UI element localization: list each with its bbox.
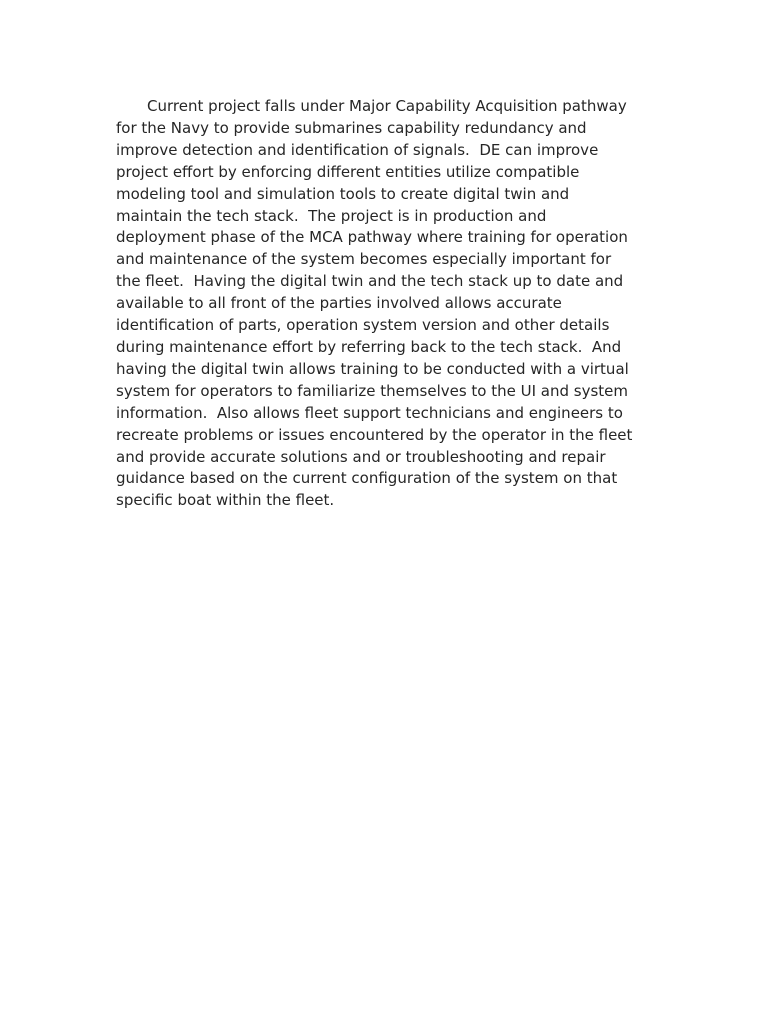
paragraph-line: system for operators to familiarize themselves to the UI and system <box>116 381 629 400</box>
paragraph-line: guidance based on the current configuration of the system on that <box>116 469 618 488</box>
paragraph-line: project effort by enforcing different entities utilize compatible <box>116 162 580 181</box>
paragraph-line: modeling tool and simulation tools to create digital twin and <box>116 184 570 203</box>
paragraph-line: Current project falls under Major Capability Acquisition pathway <box>147 97 627 115</box>
paragraph-line: and maintenance of the system becomes especially important for <box>116 250 612 269</box>
paragraph-line: for the Navy to provide submarines capability redundancy and <box>116 118 587 137</box>
paragraph-line: deployment phase of the MCA pathway where training for operation <box>116 228 628 247</box>
paragraph-line: and provide accurate solutions and or troubleshooting and repair <box>116 447 606 466</box>
paragraph-line: recreate problems or issues encountered by the operator in the fleet <box>116 425 633 444</box>
body-paragraph <box>116 96 656 512</box>
paragraph-line: identification of parts, operation system version and other details <box>116 316 610 335</box>
paragraph-line: having the digital twin allows training to be conducted with a virtual <box>116 359 629 378</box>
paragraph-line: information. Also allows fleet support technicians and engineers to <box>116 403 623 422</box>
paragraph-line: maintain the tech stack. The project is in production and <box>116 206 547 225</box>
paragraph-line: improve detection and identification of signals. DE can improve <box>116 140 599 159</box>
paragraph-line: specific boat within the fleet. <box>116 491 335 510</box>
paragraph-line: available to all front of the parties involved allows accurate <box>116 294 562 313</box>
paragraph-line: the fleet. Having the digital twin and the tech stack up to date and <box>116 272 624 291</box>
paragraph-line: during maintenance effort by referring back to the tech stack. And <box>116 337 622 356</box>
